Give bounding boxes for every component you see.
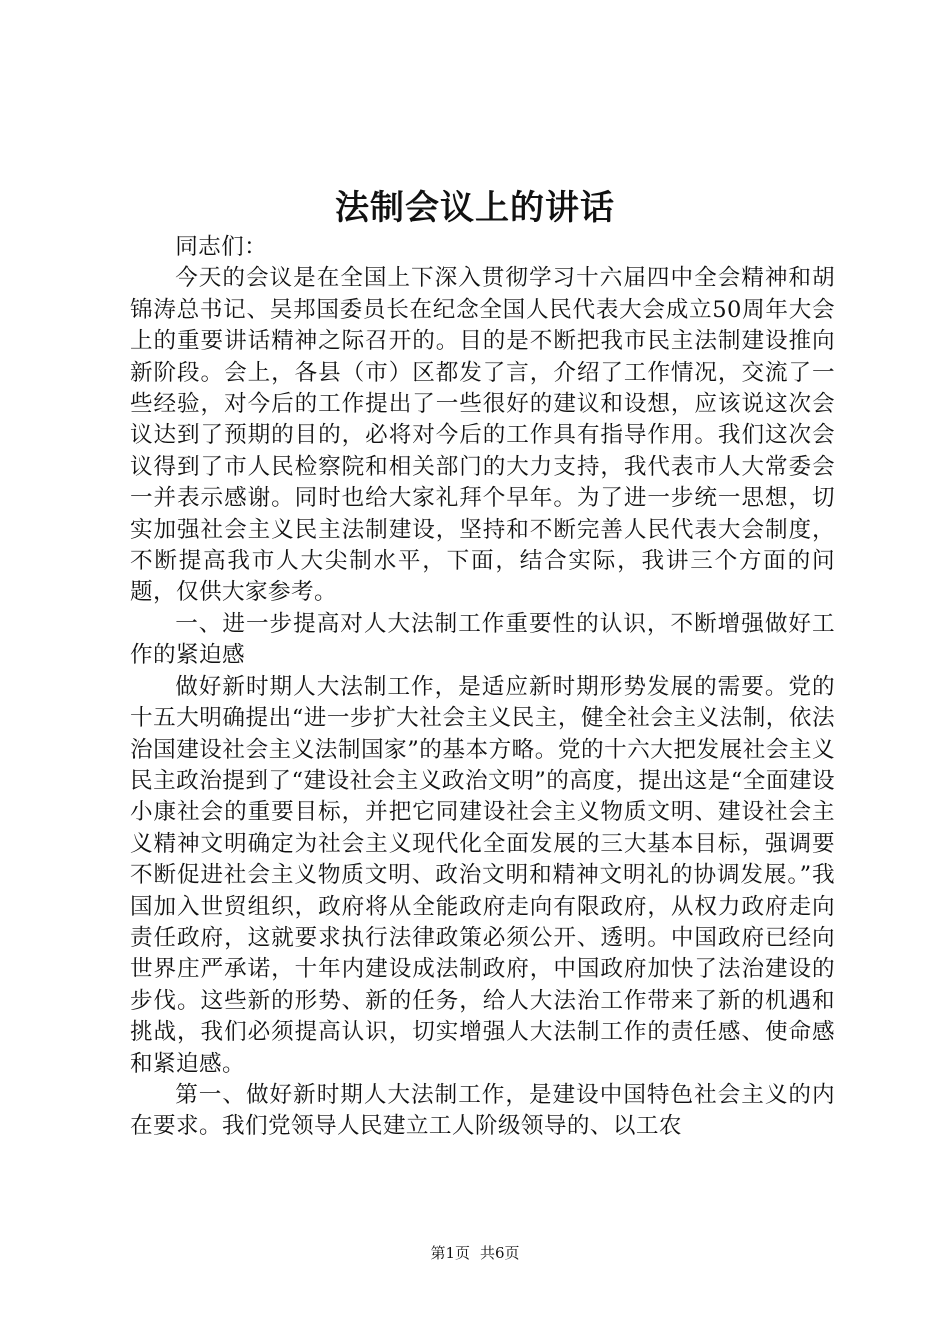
page-total: 共6页 — [480, 1244, 520, 1262]
page-footer — [0, 1243, 950, 1263]
body-paragraph: 今天的会议是在全国上下深入贯彻学习十六届四中全会精神和胡锦涛总书记、吴邦国委员长在纪念全国人民代表大会成立50周年大会上的重要讲话精神之际召开的。目的是不断把我市民主法制建设推向新阶段。会上，各县（市）区都发了言，介绍了工作情况，交流了一些经验，对今后的工作提出了一些很好的建议和设想，应该说这次会议达到了预期的目的，必将对今后的工作具有指导作用。我们这次会议得到了市人民检察院和相关部门的大力支持，我代表市人大常委会一并表示感谢。同时也给大家礼拜个早年。为了进一步统一思想，切实加强社会主义民主法制建设，坚持和不断完善人民代表大会制度，不断提高我市人大尖制水平，下面，结合实际，我讲三个方面的问题，仅供大家参考。 — [130, 265, 835, 606]
body-paragraph: 第一、做好新时期人大法制工作，是建设中国特色社会主义的内在要求。我们党领导人民建立工人阶级领导的、以工农 — [130, 1081, 835, 1140]
section-heading: 一、进一步提高对人大法制工作重要性的认识，不断增强做好工作的紧迫感 — [130, 610, 835, 669]
body-paragraph: 做好新时期人大法制工作，是适应新时期形势发展的需要。党的十五大明确提出“进一步扩大社会主义民主，健全社会主义法制，依法治国建设社会主义法制国家”的基本方略。党的十六大把发展社会主义民主政治提到了“建设社会主义政治文明”的高度，提出这是“全面建设小康社会的重要目标，并把它同建设社会主义物质文明、建设社会主义精神文明确定为社会主义现代化全面发展的三大基本目标，强调要不断促进社会主义物质文明、政治文明和精神文明礼的协调发展。”我国加入世贸组织，政府将从全能政府走向有限政府，从权力政府走向责任政府，这就要求执行法律政策必须公开、透明。中国政府已经向世界庄严承诺，十年内建设成法制政府，中国政府加快了法治建设的步伐。这些新的形势、新的任务，给人大法治工作带来了新的机遇和挑战，我们必须提高认识，切实增强人大法制工作的责任感、使命感和紧迫感。 — [130, 673, 835, 1077]
salutation-paragraph: 同志们： — [175, 234, 268, 260]
document-body — [130, 232, 835, 1143]
document-title: 法制会议上的讲话 — [335, 188, 615, 228]
page-number: 第1页 — [430, 1244, 470, 1262]
